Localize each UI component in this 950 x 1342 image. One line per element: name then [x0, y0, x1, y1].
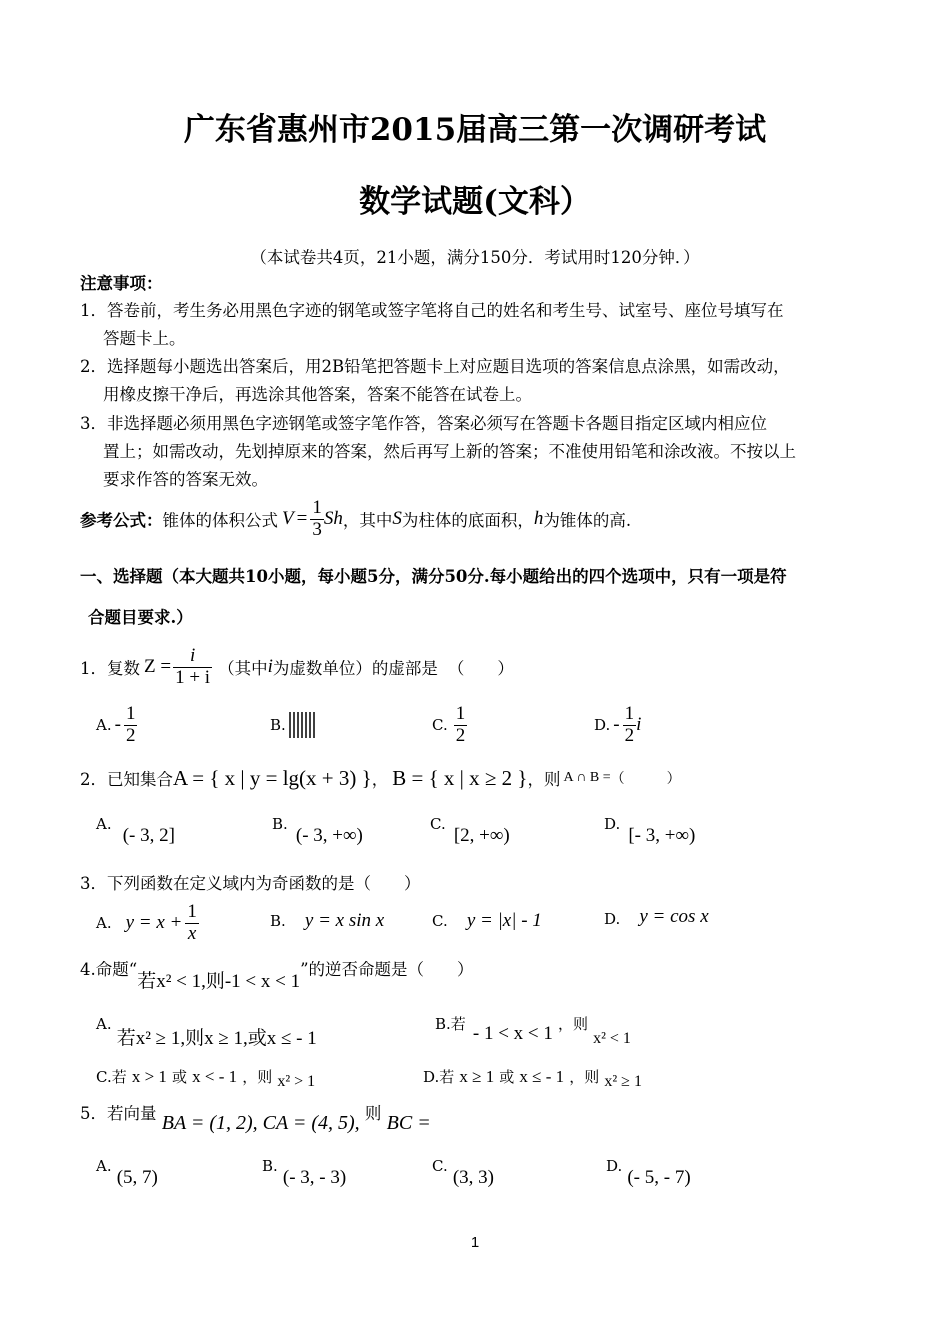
notice-item-1-line2: 答题卡上。 — [103, 329, 186, 348]
question-5 — [80, 1100, 431, 1140]
q4-option-b-label: B.若 — [435, 1015, 466, 1033]
q5-option-b-value: (- 3, - 3) — [282, 1167, 347, 1188]
formula-num: 1 — [312, 496, 322, 518]
q5-bc: BC = — [386, 1112, 431, 1134]
q4-option-b-expr2: x² < 1 — [593, 1030, 631, 1047]
q3-option-a-label: A. — [96, 914, 112, 932]
formula-text-2: ，其中 — [342, 511, 393, 530]
q4-option-d-expr1: x ≥ 1 — [459, 1067, 495, 1086]
q5-option-b — [262, 1157, 347, 1188]
notice-item-1-line1: 1．答卷前，考生务必用黑色字迹的钢笔或签字笔将自己的姓名和考生号、试室号、座位号填写在 — [80, 301, 784, 320]
q4-option-d-or: 或 — [499, 1068, 515, 1086]
q4-suffix: ”的逆否命题是（ ） — [300, 960, 474, 979]
q5-prefix: 5．若向量 — [80, 1104, 157, 1123]
q4-option-d — [423, 1066, 642, 1090]
q3-option-b-label: B. — [270, 912, 286, 930]
q4-option-b-then: ，则 — [558, 1015, 589, 1033]
q5-option-c-value: (3, 3) — [452, 1167, 494, 1188]
q1-option-a-fraction — [124, 704, 138, 747]
q1-prefix: 1．复数 — [80, 659, 140, 678]
q3-option-c-label: C. — [432, 912, 448, 930]
q3-option-a-num: 1 — [187, 900, 197, 922]
q4-option-c-expr1: x > 1 — [131, 1067, 167, 1086]
formula-h: h — [533, 508, 544, 529]
q4-option-b — [435, 1013, 631, 1047]
q2-option-d — [604, 815, 696, 846]
formula-text-3: 为柱体的底面积， — [401, 511, 534, 530]
q1-mid1: （其中 — [218, 659, 268, 678]
q2-prefix: 2．已知集合 — [80, 770, 173, 789]
q1-mid2: 为虚数单位）的虚部是 — [272, 659, 438, 678]
q4-option-c-expr3: x² > 1 — [277, 1073, 316, 1090]
q1-option-b-label: B. — [270, 716, 286, 734]
q4-option-c-or: 或 — [172, 1068, 188, 1086]
exam-info: （本试卷共4页，21小题，满分150分．考试用时120分钟．） — [250, 248, 700, 267]
q4-option-d-label: D.若 — [423, 1068, 455, 1086]
q1-option-c-den: 2 — [455, 724, 466, 746]
q2-option-c-value: [2, +∞) — [453, 825, 510, 846]
notice-heading: 注意事项： — [80, 274, 163, 293]
q4-option-a-label: A. — [96, 1015, 112, 1033]
q2-paren: （ ） — [610, 771, 681, 787]
q4-option-b-expr1: - 1 < x < 1 — [472, 1023, 553, 1044]
q2-set-a: A = { x | y = lg(x + 3) } — [173, 765, 372, 790]
question-2 — [80, 760, 681, 796]
q5-then: 则 — [364, 1104, 382, 1123]
document-subtitle: 数学试题(文科） — [359, 184, 591, 220]
q4-option-a-expr: 若x² ≥ 1,则x ≥ 1,或x ≤ - 1 — [116, 1028, 317, 1049]
q5-option-c — [432, 1157, 494, 1188]
q2-option-a — [96, 815, 175, 846]
q2-comma: ， — [371, 770, 389, 789]
q1-paren: （ ） — [447, 659, 514, 678]
formula-text-1: 锥体的体积公式 — [162, 511, 278, 530]
q1-option-d-num: 1 — [624, 702, 635, 724]
q3-option-c-expr: y = |x| - 1 — [466, 910, 542, 931]
q1-num: i — [173, 646, 212, 668]
q3-option-b — [270, 910, 384, 932]
q1-option-d-sign: - — [613, 714, 620, 735]
section-heading-line1: 一、选择题（本大题共10小题，每小题5分，满分50分.每小题给出的四个选项中，只有一项是符 — [80, 567, 787, 586]
q1-fraction — [173, 646, 212, 689]
formula-den: 3 — [312, 518, 322, 540]
q1-z: Z = — [144, 656, 172, 677]
formula-v: V — [282, 508, 294, 529]
q1-option-a-sign: - — [114, 714, 121, 735]
q4-option-c-then: ，则 — [242, 1068, 273, 1086]
q1-option-d — [594, 698, 641, 752]
notice-item-3-line1: 3．非选择题必须用黑色字迹钢笔或签字笔作答，答案必须写在答题卡各题目指定区域内相应位 — [80, 414, 767, 433]
q3-option-a — [96, 898, 199, 948]
q2-option-b-value: (- 3, +∞) — [295, 825, 363, 846]
formula-sh: Sh — [323, 508, 343, 529]
q1-option-d-label: D. — [594, 716, 611, 734]
q4-option-d-expr3: x² ≥ 1 — [604, 1073, 642, 1090]
q4-option-c-label: C.若 — [96, 1068, 127, 1086]
question-4 — [80, 956, 474, 992]
q2-option-d-label: D. — [604, 815, 621, 833]
q2-expr: A ∩ B = — [563, 770, 611, 785]
q4-option-d-then: ，则 — [569, 1068, 600, 1086]
q5-option-c-label: C. — [432, 1157, 448, 1175]
q2-option-a-value: (- 3, 2] — [122, 825, 175, 846]
q1-i: i — [267, 656, 273, 677]
q5-option-a — [96, 1157, 158, 1188]
q1-option-a-den: 2 — [125, 724, 136, 746]
q2-option-b-label: B. — [272, 815, 288, 833]
q3-option-d-label: D. — [604, 910, 621, 928]
q5-option-d-label: D. — [606, 1157, 623, 1175]
q1-option-a — [96, 698, 137, 752]
q1-option-c — [432, 698, 467, 752]
q3-option-d — [604, 906, 709, 928]
q2-set-b: B = { x | x ≥ 2 } — [392, 765, 528, 790]
q1-option-b-garbled-image — [289, 712, 317, 738]
page-number: 1 — [470, 1234, 480, 1251]
q4-prefix: 4.命题“ — [80, 960, 138, 979]
notice-item-3-line3: 要求作答的答案无效。 — [103, 470, 268, 489]
q5-option-b-label: B. — [262, 1157, 278, 1175]
q1-option-c-fraction — [454, 704, 468, 747]
q5-option-a-value: (5, 7) — [116, 1167, 158, 1188]
q2-option-c — [430, 815, 510, 846]
notice-item-2-line1: 2．选择题每小题选出答案后，用2B铅笔把答题卡上对应题目选项的答案信息点涂黑，如需改动， — [80, 357, 790, 376]
reference-formula — [80, 494, 631, 544]
notice-item-2-line2: 用橡皮擦干净后，再选涂其他答案，答案不能答在试卷上。 — [103, 385, 532, 404]
q4-option-a — [96, 1015, 317, 1049]
q1-option-d-fraction — [623, 704, 637, 747]
q5-vectors: BA = (1, 2), CA = (4, 5), — [161, 1112, 360, 1134]
q2-option-a-label: A. — [96, 815, 112, 833]
q1-option-d-den: 2 — [624, 724, 635, 746]
formula-s: S — [392, 508, 402, 529]
formula-eq: = — [296, 508, 308, 529]
q4-option-d-expr2: x ≤ - 1 — [519, 1067, 565, 1086]
q5-option-d — [606, 1157, 691, 1188]
formula-label: 参考公式： — [80, 511, 163, 530]
q2-option-c-label: C. — [430, 815, 446, 833]
question-3: 3．下列函数在定义域内为奇函数的是（ ） — [80, 874, 421, 893]
q1-option-d-suffix: i — [636, 714, 642, 735]
q1-option-c-num: 1 — [455, 702, 466, 724]
formula-text-4: 为锥体的高. — [543, 511, 632, 530]
q1-option-c-label: C. — [432, 716, 448, 734]
q2-option-d-value: [- 3, +∞) — [628, 825, 696, 846]
q1-option-b — [270, 698, 317, 752]
q1-den: 1 + i — [175, 666, 211, 688]
notice-item-3-line2: 置上；如需改动，先划掉原来的答案，然后再写上新的答案；不准使用铅笔和涂改液。不按以上 — [103, 442, 796, 461]
q5-option-a-label: A. — [96, 1157, 112, 1175]
q3-option-c — [432, 910, 542, 932]
document-title: 广东省惠州市2015届高三第一次调研考试 — [183, 112, 767, 148]
q3-option-a-den: x — [187, 922, 197, 944]
q4-option-c — [96, 1066, 316, 1090]
q2-option-b — [272, 815, 363, 846]
q1-option-a-num: 1 — [125, 702, 136, 724]
q3-option-b-expr: y = x sin x — [304, 910, 385, 931]
question-1 — [80, 642, 514, 692]
section-heading-line2: 合题目要求.） — [88, 608, 193, 627]
q3-option-a-lhs: y = x + — [125, 912, 183, 933]
formula-fraction — [310, 498, 324, 541]
q4-option-c-expr2: x < - 1 — [192, 1067, 238, 1086]
q5-option-d-value: (- 5, - 7) — [627, 1167, 691, 1188]
q2-then: ，则 — [527, 770, 561, 789]
q3-option-a-fraction — [185, 902, 199, 945]
q1-option-a-label: A. — [96, 716, 112, 734]
q4-condition: 若x² < 1,则-1 < x < 1 — [137, 971, 301, 992]
q3-option-d-expr: y = cos x — [639, 906, 709, 927]
